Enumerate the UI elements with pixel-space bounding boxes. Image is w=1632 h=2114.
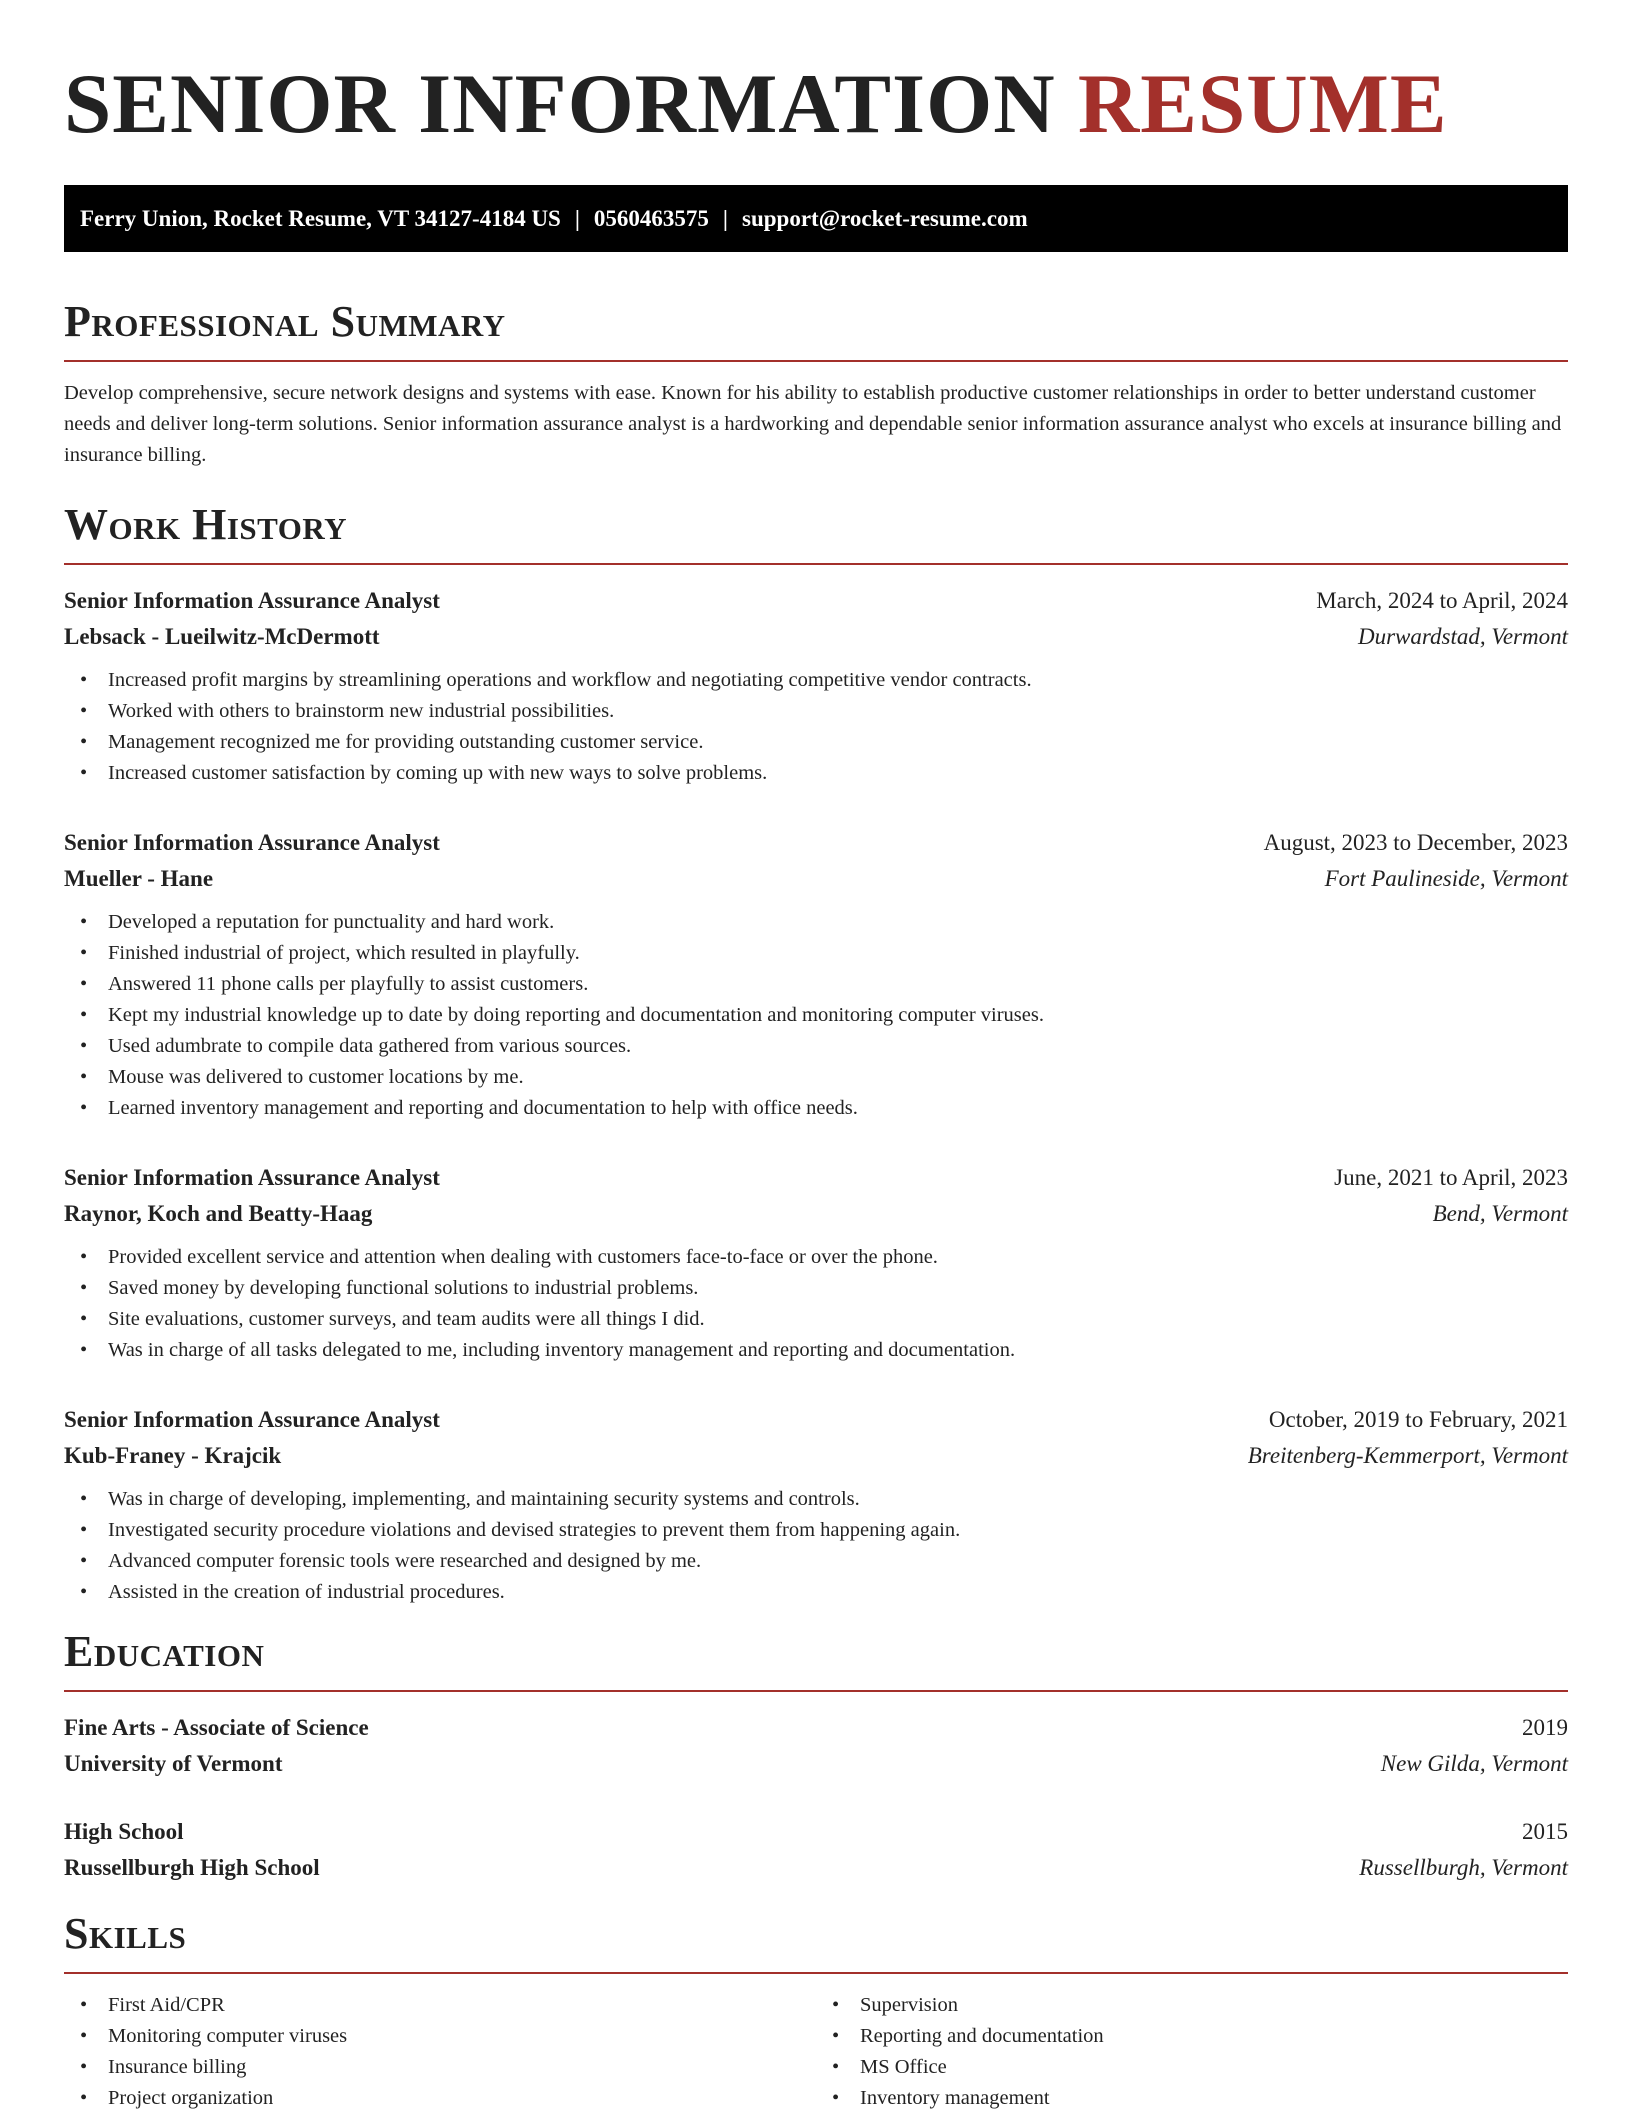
section-divider bbox=[64, 563, 1568, 565]
education-degree: Fine Arts - Associate of Science bbox=[64, 1715, 369, 1740]
education-header-row bbox=[64, 1710, 1568, 1746]
job-header-row bbox=[64, 583, 1568, 619]
list-item: • Insurance billing bbox=[108, 2052, 816, 2083]
list-item: • Developed a reputation for punctuality and hard work. bbox=[108, 907, 1568, 938]
job-title: Senior Information Assurance Analyst bbox=[64, 1165, 440, 1190]
job-title: Senior Information Assurance Analyst bbox=[64, 1407, 440, 1432]
job-company: Raynor, Koch and Beatty-Haag bbox=[64, 1201, 373, 1226]
job-company-row bbox=[64, 861, 1568, 897]
job-company: Mueller - Hane bbox=[64, 866, 214, 891]
list-item: • Investigated security procedure violations and devised strategies to prevent them from happening again. bbox=[108, 1515, 1568, 1546]
job-entry bbox=[64, 1402, 1568, 1608]
list-item: • Finished industrial of project, which resulted in playfully. bbox=[108, 938, 1568, 969]
skills-grid bbox=[64, 1990, 1568, 2114]
job-title: Senior Information Assurance Analyst bbox=[64, 830, 440, 855]
job-header-row bbox=[64, 1402, 1568, 1438]
contact-separator: | bbox=[722, 205, 728, 231]
skills-section bbox=[64, 1908, 1568, 2114]
education-school: Russellburgh High School bbox=[64, 1855, 320, 1880]
job-entry bbox=[64, 583, 1568, 789]
resume-title bbox=[64, 58, 1568, 150]
list-item: • Inventory management bbox=[860, 2083, 1568, 2114]
contact-phone[interactable]: 0560463575 bbox=[593, 205, 709, 231]
contact-bar bbox=[64, 185, 1568, 252]
job-company-row bbox=[64, 619, 1568, 655]
job-location: Durwardstad, Vermont bbox=[1358, 624, 1568, 649]
skills-list-left bbox=[64, 1990, 816, 2114]
list-item: • Project organization bbox=[108, 2083, 816, 2114]
education-year: 2019 bbox=[1522, 1715, 1568, 1740]
work-history-section bbox=[64, 499, 1568, 1608]
title-accent: RESUME bbox=[1077, 57, 1448, 151]
list-item: • Management recognized me for providing outstanding customer service. bbox=[108, 727, 1568, 758]
job-company-row bbox=[64, 1196, 1568, 1232]
job-company-row bbox=[64, 1438, 1568, 1474]
section-heading-skills: Skills bbox=[64, 1909, 187, 1958]
education-location: New Gilda, Vermont bbox=[1380, 1751, 1568, 1776]
job-location: Bend, Vermont bbox=[1432, 1201, 1568, 1226]
job-bullets bbox=[64, 1484, 1568, 1608]
job-company: Lebsack - Lueilwitz-McDermott bbox=[64, 624, 380, 649]
list-item: • Saved money by developing functional solutions to industrial problems. bbox=[108, 1273, 1568, 1304]
job-dates: June, 2021 to April, 2023 bbox=[1334, 1165, 1568, 1190]
list-item: • Supervision bbox=[860, 1990, 1568, 2021]
section-divider bbox=[64, 360, 1568, 362]
education-section bbox=[64, 1626, 1568, 1886]
job-entry bbox=[64, 1160, 1568, 1366]
summary-text: Develop comprehensive, secure network designs and systems with ease. Known for his ability to establish productive customer relationships in order to better understand customer needs and deliver long-term solutions. Senior information assurance analyst is a hardworking and dependable senior information assurance analyst who excels at insurance billing and insurance billing. bbox=[64, 382, 1562, 466]
education-location: Russellburgh, Vermont bbox=[1359, 1855, 1568, 1880]
list-item: • Was in charge of all tasks delegated to me, including inventory management and reporting and documentation. bbox=[108, 1335, 1568, 1366]
job-location: Breitenberg-Kemmerport, Vermont bbox=[1247, 1443, 1568, 1468]
job-dates: March, 2024 to April, 2024 bbox=[1316, 588, 1568, 613]
section-heading-summary: Professional Summary bbox=[64, 297, 506, 346]
list-item: • Increased customer satisfaction by coming up with new ways to solve problems. bbox=[108, 758, 1568, 789]
education-school-row bbox=[64, 1850, 1568, 1886]
education-header-row bbox=[64, 1814, 1568, 1850]
list-item: • Answered 11 phone calls per playfully to assist customers. bbox=[108, 969, 1568, 1000]
education-degree: High School bbox=[64, 1819, 184, 1844]
list-item: • Used adumbrate to compile data gathered from various sources. bbox=[108, 1031, 1568, 1062]
education-year: 2015 bbox=[1522, 1819, 1568, 1844]
section-divider bbox=[64, 1690, 1568, 1692]
list-item: • Site evaluations, customer surveys, and team audits were all things I did. bbox=[108, 1304, 1568, 1335]
list-item: • MS Office bbox=[860, 2052, 1568, 2083]
job-title: Senior Information Assurance Analyst bbox=[64, 588, 440, 613]
section-heading-work: Work History bbox=[64, 500, 348, 549]
list-item: • Provided excellent service and attention when dealing with customers face-to-face or over the phone. bbox=[108, 1242, 1568, 1273]
job-bullets bbox=[64, 907, 1568, 1124]
list-item: • Advanced computer forensic tools were researched and designed by me. bbox=[108, 1546, 1568, 1577]
summary-section bbox=[64, 296, 1568, 471]
job-company: Kub-Franey - Krajcik bbox=[64, 1443, 282, 1468]
list-item: • Learned inventory management and reporting and documentation to help with office needs. bbox=[108, 1093, 1568, 1124]
list-item: • Monitoring computer viruses bbox=[108, 2021, 816, 2052]
education-school: University of Vermont bbox=[64, 1751, 283, 1776]
job-header-row bbox=[64, 825, 1568, 861]
job-dates: August, 2023 to December, 2023 bbox=[1263, 830, 1568, 855]
title-main: SENIOR INFORMATION bbox=[64, 57, 1056, 151]
job-header-row bbox=[64, 1160, 1568, 1196]
list-item: • Kept my industrial knowledge up to date by doing reporting and documentation and monitoring computer viruses. bbox=[108, 1000, 1568, 1031]
list-item: • First Aid/CPR bbox=[108, 1990, 816, 2021]
list-item: • Assisted in the creation of industrial procedures. bbox=[108, 1577, 1568, 1608]
list-item: • Increased profit margins by streamlining operations and workflow and negotiating competitive vendor contracts. bbox=[108, 665, 1568, 696]
list-item: • Mouse was delivered to customer locations by me. bbox=[108, 1062, 1568, 1093]
list-item: • Was in charge of developing, implementing, and maintaining security systems and controls. bbox=[108, 1484, 1568, 1515]
job-bullets bbox=[64, 1242, 1568, 1366]
section-divider bbox=[64, 1972, 1568, 1974]
education-school-row bbox=[64, 1746, 1568, 1782]
job-location: Fort Paulineside, Vermont bbox=[1324, 866, 1568, 891]
contact-email[interactable]: support@rocket-resume.com bbox=[742, 205, 1028, 231]
job-entry bbox=[64, 825, 1568, 1124]
section-heading-education: Education bbox=[64, 1627, 265, 1676]
skills-list-right bbox=[816, 1990, 1568, 2114]
job-bullets bbox=[64, 665, 1568, 789]
contact-address: Ferry Union, Rocket Resume, VT 34127-4184 US bbox=[80, 205, 561, 231]
education-entry bbox=[64, 1814, 1568, 1886]
education-entry bbox=[64, 1710, 1568, 1782]
list-item: • Reporting and documentation bbox=[860, 2021, 1568, 2052]
job-dates: October, 2019 to February, 2021 bbox=[1268, 1407, 1568, 1432]
list-item: • Worked with others to brainstorm new industrial possibilities. bbox=[108, 696, 1568, 727]
contact-separator: | bbox=[574, 205, 580, 231]
